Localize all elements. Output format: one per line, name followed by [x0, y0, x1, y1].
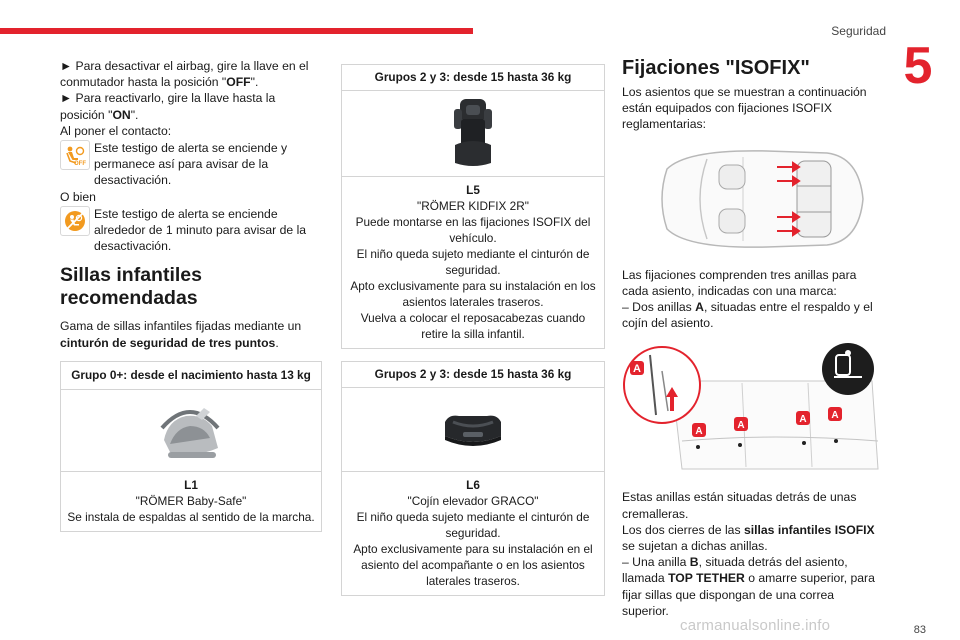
ring-a-label: A	[737, 420, 745, 432]
paragraph-ignition: Al poner el contacto:	[60, 123, 172, 138]
column-left	[60, 58, 322, 544]
paragraph-reactivate: ► Para reactivarlo, gire la llave hasta la posición "ON".	[60, 91, 276, 122]
seat-table-body	[61, 472, 321, 531]
ring-a-label: A	[633, 363, 641, 376]
isofix-car-diagram	[622, 133, 884, 267]
alert-row-1	[60, 140, 322, 189]
booster-cushion-icon	[441, 408, 505, 452]
seat-line: Apto exclusivamente para su instalación en el asiento del acompañante o en los asientos laterales traseros.	[353, 542, 593, 588]
ring-a-label: A	[799, 414, 807, 426]
booster-cushion-image	[342, 388, 604, 472]
svg-text:OFF: OFF	[74, 161, 86, 168]
airbag-off-warning-icon	[60, 140, 90, 170]
recommended-seats-heading: Sillas infantiles recomendadas	[60, 264, 202, 310]
seat-table-title: Grupos 2 y 3: desde 15 hasta 36 kg	[342, 362, 604, 388]
isofix-intro: Los asientos que se muestran a continuación están equipados con fijaciones ISOFIX reglamentarias:	[622, 85, 867, 132]
ring-a-label: A	[695, 426, 703, 438]
page-number: 83	[913, 624, 926, 636]
seat-line: Puede montarse en las fijaciones ISOFIX del vehículo.	[355, 215, 591, 245]
header-accent-bar	[0, 28, 473, 34]
section-title: Seguridad	[831, 24, 886, 38]
seat-line: El niño queda sujeto mediante el cinturón de seguridad.	[356, 510, 590, 540]
seat-table-body	[342, 472, 604, 595]
seat-name: "RÖMER KIDFIX 2R"	[417, 199, 529, 213]
car-top-view-icon	[647, 145, 869, 253]
seat-line: Vuelva a colocar el reposacabezas cuando retire la silla infantil.	[360, 311, 586, 341]
seat-name: "RÖMER Baby-Safe"	[135, 494, 247, 509]
seat-line: El niño queda sujeto mediante el cinturón de seguridad.	[356, 247, 590, 277]
isofix-clips: Los dos cierres de las sillas infantiles ISOFIX se sujetan a dichas anillas.	[622, 522, 875, 554]
paragraph-or: O bien	[60, 189, 96, 204]
recommended-seats-intro: Gama de sillas infantiles fijadas mediante un cinturón de seguridad de tres puntos.	[60, 319, 302, 350]
alert-row-2	[60, 206, 322, 255]
kidfix-image	[342, 91, 604, 177]
isofix-top-tether: – Una anilla B, situada detrás del asiento, llamada TOP TETHER o amarre superior, para fijar sillas que dispongan de una correa superior.	[622, 555, 875, 618]
isofix-zippers: Estas anillas están situadas detrás de unas cremalleras.	[622, 490, 857, 521]
seat-name: "Cojín elevador GRACO"	[407, 494, 539, 508]
seat-table-l1	[60, 361, 322, 532]
seat-table-body	[342, 177, 604, 348]
isofix-seat-diagram	[622, 331, 884, 489]
seat-code: L1	[184, 478, 198, 493]
seat-code: L6	[466, 478, 480, 492]
alert-row-1-text: Este testigo de alerta se enciende y permanece así para avisar de la desactivación.	[94, 141, 288, 188]
seat-line: Apto exclusivamente para su instalación en los asientos laterales traseros.	[350, 279, 596, 309]
seat-table-title: Grupo 0+: desde el nacimiento hasta 13 kg	[61, 362, 321, 390]
seat-description: Se instala de espaldas al sentido de la marcha.	[67, 510, 315, 525]
seat-table-title: Grupos 2 y 3: desde 15 hasta 36 kg	[342, 65, 604, 91]
isofix-rings-a: – Dos anillas A, situadas entre el respaldo y el cojín del asiento.	[622, 300, 873, 331]
column-right	[622, 56, 884, 619]
chapter-number: 5	[903, 37, 933, 95]
isofix-heading: Fijaciones "ISOFIX"	[622, 57, 810, 79]
paragraph-deactivate: ► Para desactivar el airbag, gire la llave en el conmutador hasta la posición "OFF".	[60, 59, 309, 90]
airbag-disabled-warning-icon	[60, 206, 90, 236]
booster-seat-icon	[451, 97, 495, 171]
seat-table-l6	[341, 361, 605, 596]
seat-code: L5	[466, 183, 480, 197]
seat-table-l5	[341, 64, 605, 349]
baby-carrier-image	[61, 390, 321, 472]
ring-a-label: A	[831, 410, 839, 422]
column-middle	[341, 64, 605, 608]
watermark: carmanualsonline.info	[680, 617, 831, 634]
rear-seat-anchor-icon	[622, 341, 884, 479]
alert-row-2-text: Este testigo de alerta se enciende alrededor de 1 minuto para avisar de la desactivación.	[94, 206, 307, 254]
isofix-rings: Las fijaciones comprenden tres anillas para cada asiento, indicadas con una marca:	[622, 267, 857, 298]
baby-carrier-icon	[156, 398, 226, 464]
